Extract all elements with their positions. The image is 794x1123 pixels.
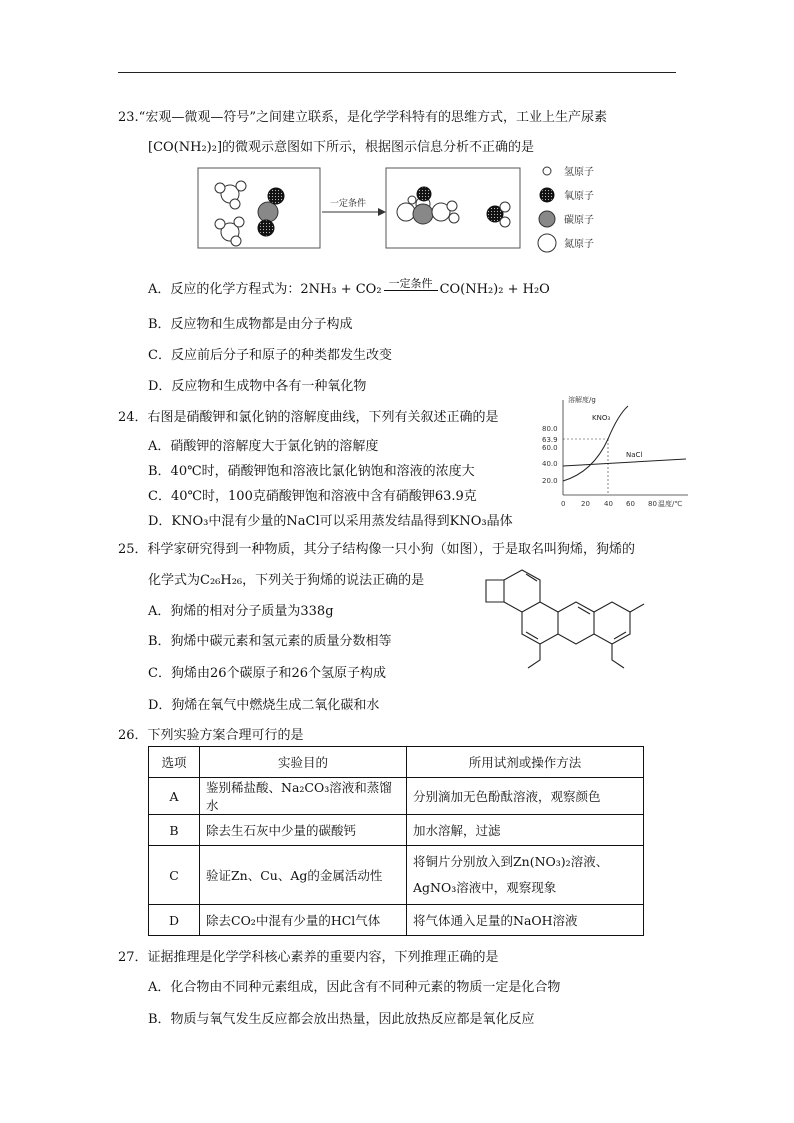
chart-x-label: 温度/℃: [658, 500, 683, 508]
chart-x-tick: 60: [626, 500, 635, 508]
q25-option-b: B．狗烯中碳元素和氢元素的质量分数相等: [148, 634, 392, 649]
kno3-label: KNO₃: [592, 414, 611, 422]
row-method: 将气体通入足量的NaOH溶液: [407, 905, 644, 936]
reaction-condition-arrow: [382, 277, 440, 297]
q23-option-a-reactants: A．反应的化学方程式为：2NH₃ + CO₂: [148, 282, 382, 297]
q26-experiment-table: [148, 746, 644, 936]
header-option: 选项: [149, 747, 200, 778]
row-method: 加水溶解，过滤: [407, 815, 644, 846]
q24-option-d: D．KNO₃中混有少量的NaCl可以采用蒸发结晶得到KNO₃晶体: [148, 514, 513, 529]
svg-text:氧原子: 氧原子: [564, 191, 594, 202]
table-row: [149, 846, 644, 905]
chart-y-tick: 40.0: [542, 460, 558, 468]
chart-x-tick: 80: [648, 500, 657, 508]
row-method: 将铜片分别放入到Zn(NO₃)₂溶液、AgNO₃溶液中，观察现象: [407, 846, 644, 905]
q24-option-c: C．40℃时，100克硝酸钾饱和溶液中含有硝酸钾63.9克: [148, 489, 477, 504]
q25-option-a: A．狗烯的相对分子质量为338g: [148, 604, 334, 619]
reaction-condition-label: 一定条件: [330, 199, 367, 209]
q25-option-d: D．狗烯在氧气中燃烧生成二氧化碳和水: [148, 698, 380, 713]
q24-option-b: B．40℃时，硝酸钾饱和溶液比氯化钠饱和溶液的浓度大: [148, 464, 475, 479]
q25-stem-line1: 25．科学家研究得到一种物质，其分子结构像一只小狗（如图），于是取名叫狗烯，狗烯的: [118, 542, 636, 557]
nacl-curve: [563, 459, 686, 466]
q27-stem: 27．证据推理是化学学科核心素养的重要内容，下列推理正确的是: [118, 950, 499, 965]
svg-text:氢原子: 氢原子: [564, 167, 594, 178]
table-header-row: [149, 747, 644, 778]
q25-option-c: C．狗烯由26个碳原子和26个氢原子构成: [148, 666, 387, 681]
header-purpose: 实验目的: [200, 747, 407, 778]
q23-option-a: [148, 278, 550, 297]
q23-stem-line1: 23.“宏观—微观—符号”之间建立联系，是化学学科特有的思维方式，工业上生产尿素: [118, 110, 607, 125]
table-row: [149, 815, 644, 846]
row-purpose: 除去生石灰中少量的碳酸钙: [200, 815, 407, 846]
row-method: 分别滴加无色酚酞溶液，观察颜色: [407, 778, 644, 815]
chart-y-tick: 60.0: [542, 444, 558, 452]
chart-x-tick: 20: [581, 500, 590, 508]
header-method: 所用试剂或操作方法: [407, 747, 644, 778]
q23-option-d: D．反应物和生成物中各有一种氧化物: [148, 379, 367, 394]
row-option: B: [149, 815, 200, 846]
solubility-chart: [538, 390, 694, 514]
chart-y-label: 溶解度/g: [568, 396, 596, 404]
q23-micro-diagram: [190, 162, 610, 262]
q24-stem: 24．右图是硝酸钾和氯化钠的溶解度曲线，下列有关叙述正确的是: [118, 410, 499, 425]
dog-ene-structure: [478, 560, 658, 680]
row-purpose: 验证Zn、Cu、Ag的金属活动性: [200, 846, 407, 905]
q23-stem-line2: [CO(NH₂)₂]的微观示意图如下所示，根据图示信息分析不正确的是: [148, 140, 535, 155]
table-row: [149, 778, 644, 815]
chart-x-tick: 40: [604, 500, 613, 508]
row-purpose: 鉴别稀盐酸、Na₂CO₃溶液和蒸馏水: [200, 778, 407, 815]
atom-legend: [538, 165, 594, 252]
header-rule: [118, 72, 676, 73]
q23-option-c: C．反应前后分子和原子的种类都发生改变: [148, 348, 392, 363]
svg-text:碳原子: 碳原子: [564, 215, 594, 226]
nacl-label: NaCl: [626, 451, 643, 459]
row-option: A: [149, 778, 200, 815]
q23-option-a-products: CO(NH₂)₂ + H₂O: [439, 282, 550, 297]
reaction-condition-text: 一定条件: [388, 277, 433, 290]
row-option: D: [149, 905, 200, 936]
row-purpose: 除去CO₂中混有少量的HCl气体: [200, 905, 407, 936]
q27-option-b: B．物质与氧气发生反应都会放出热量，因此放热反应都是氧化反应: [148, 1012, 535, 1027]
q24-option-a: A．硝酸钾的溶解度大于氯化钠的溶解度: [148, 439, 379, 454]
table-row: [149, 905, 644, 936]
row-option: C: [149, 846, 200, 905]
q25-stem-line2: 化学式为C₂₆H₂₆，下列关于狗烯的说法正确的是: [148, 573, 425, 588]
chart-x-tick: 0: [561, 500, 566, 508]
q23-option-b: B．反应物和生成物都是由分子构成: [148, 317, 353, 332]
chart-y-tick: 63.9: [542, 436, 558, 444]
svg-text:氮原子: 氮原子: [564, 239, 594, 250]
q27-option-a: A．化合物由不同种元素组成，因此含有不同种元素的物质一定是化合物: [148, 980, 561, 995]
chart-y-tick: 80.0: [542, 425, 558, 433]
chart-y-tick: 20.0: [542, 477, 558, 485]
q26-stem: 26．下列实验方案合理可行的是: [118, 728, 304, 743]
